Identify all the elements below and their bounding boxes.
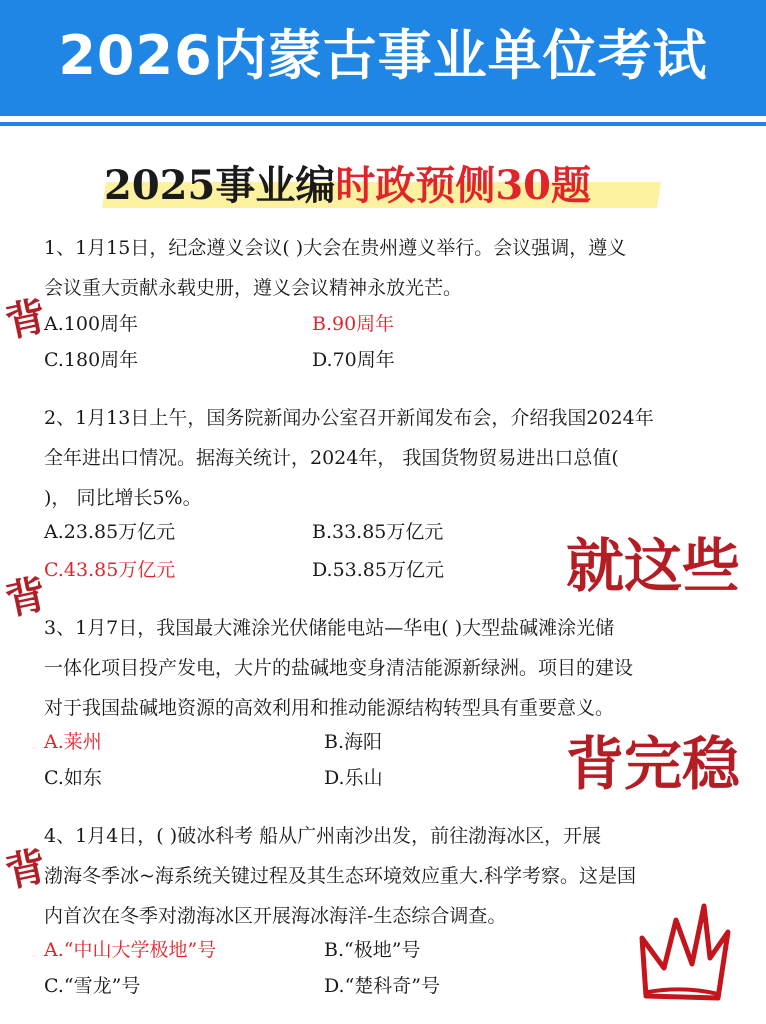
question-line: )， 同比增长5%。 (44, 487, 202, 509)
option-a: A.莱州 (44, 731, 102, 753)
title-banner (0, 0, 766, 116)
question-line: 2、1月13日上午，国务院新闻办公室召开新闻发布会，介绍我国2024年 (44, 407, 654, 429)
option-d: D.53.85万亿元 (312, 559, 444, 581)
option-d: D.“楚科奇”号 (324, 975, 441, 997)
subtitle-part2: 时政预侧30题 (335, 162, 591, 209)
subtitle (104, 160, 664, 212)
crown-doodle-icon (634, 898, 734, 1008)
question-line: 全年进出口情况。据海关统计，2024年， 我国货物贸易进出口总值( (44, 447, 619, 469)
option-c: C.“雪龙”号 (44, 975, 141, 997)
question-3 (44, 608, 724, 728)
question-4 (44, 816, 724, 936)
option-c: C.如东 (44, 767, 102, 789)
option-b: B.“极地”号 (324, 939, 421, 961)
stamp-text: 就这些 (566, 532, 741, 600)
margin-mark: 背 (1, 842, 51, 897)
option-a: A.“中山大学极地”号 (44, 939, 217, 961)
question-line: 3、1月7日，我国最大滩涂光伏储能电站—华电( )大型盐碱滩涂光储 (44, 617, 615, 639)
subtitle-part1: 2025事业编 (104, 162, 336, 209)
question-line: 内首次在冬季对渤海冰区开展海冰海洋-生态综合调查。 (44, 905, 507, 927)
page-title: 2026内蒙古事业单位考试 (58, 24, 708, 87)
margin-mark: 背 (1, 570, 51, 625)
option-b: B.90周年 (312, 313, 395, 335)
margin-mark: 背 (1, 292, 51, 347)
option-a: A.23.85万亿元 (44, 521, 176, 543)
option-b: B.33.85万亿元 (312, 521, 444, 543)
question-line: 会议重大贡献永载史册，遵义会议精神永放光芒。 (44, 277, 463, 299)
question-2 (44, 398, 724, 518)
option-a: A.100周年 (44, 313, 139, 335)
question-1 (44, 228, 724, 308)
option-b: B.海阳 (324, 731, 383, 753)
option-c: C.180周年 (44, 349, 139, 371)
banner-divider (0, 122, 766, 126)
question-line: 4、1月4日，( )破冰科考 船从广州南沙出发，前往渤海冰区，开展 (44, 825, 602, 847)
question-line: 一体化项目投产发电，大片的盐碱地变身清洁能源新绿洲。项目的建设 (44, 657, 634, 679)
question-line: 渤海冬季冰~海系统关键过程及其生态环境效应重大.科学考察。这是国 (44, 865, 636, 887)
option-d: D.乐山 (324, 767, 383, 789)
stamp-text: 背完稳 (566, 730, 741, 798)
option-c: C.43.85万亿元 (44, 559, 176, 581)
question-line: 1、1月15日，纪念遵义会议( )大会在贵州遵义举行。会议强调，遵义 (44, 237, 627, 259)
option-d: D.70周年 (312, 349, 395, 371)
question-line: 对于我国盐碱地资源的高效利用和推动能源结构转型具有重要意义。 (44, 697, 615, 719)
